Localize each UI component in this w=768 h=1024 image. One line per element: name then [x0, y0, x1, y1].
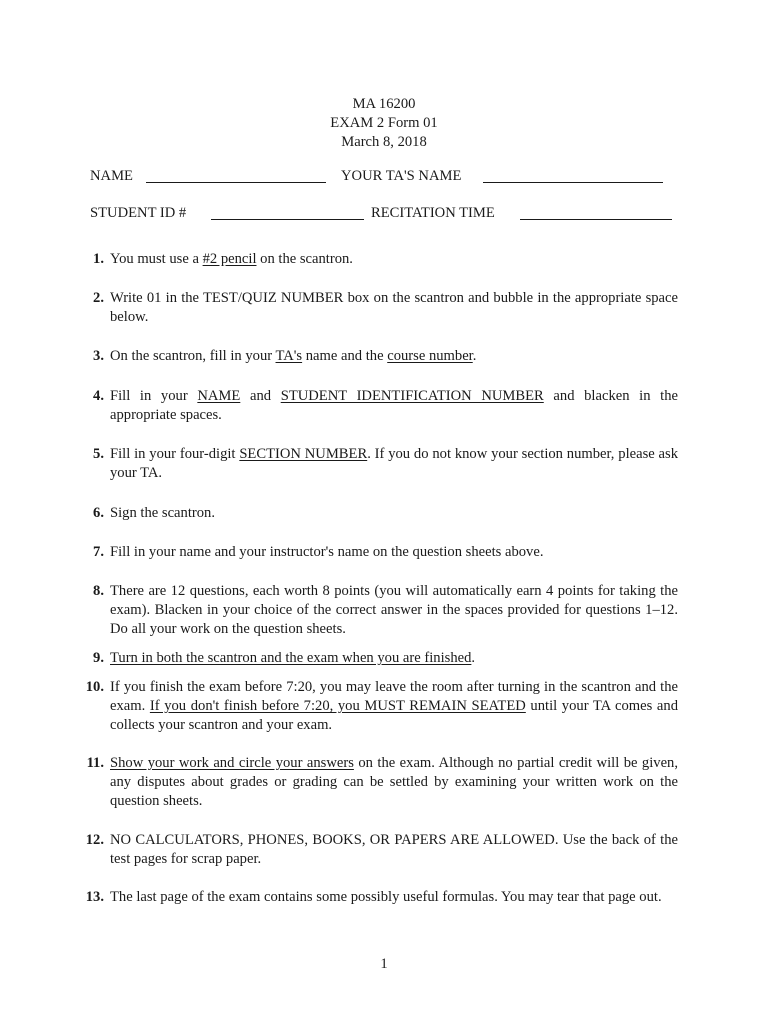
- instruction-segment: until your TA comes and collects your scantron and your exam.: [110, 698, 678, 734]
- recitation-time-blank[interactable]: [520, 219, 672, 220]
- instruction-number: 9.: [93, 650, 104, 666]
- instruction-segment: NO CALCULATORS, PHONES, BOOKS, OR PAPERS ARE ALLOWED. Use the back of the test pages for scrap paper.: [110, 832, 678, 868]
- instruction-text: [110, 831, 678, 869]
- instruction-number: 4.: [93, 388, 104, 404]
- instruction-emphasis: course number: [387, 348, 473, 364]
- instruction-number: 2.: [93, 290, 104, 306]
- instruction-segment: and: [240, 388, 281, 404]
- instruction-segment: . If you do not know your section number, please ask your TA.: [110, 446, 679, 482]
- instruction-segment: You must use a: [110, 251, 203, 267]
- ta-name-label: YOUR TA'S NAME: [341, 168, 462, 184]
- instruction-emphasis: STUDENT IDENTIFICATION NUMBER: [280, 388, 544, 404]
- instruction-number: 10.: [85, 679, 104, 695]
- instruction-number: 5.: [93, 446, 104, 462]
- page-number: 1: [380, 956, 388, 972]
- instruction-segment: On the scantron, fill in your: [110, 348, 276, 364]
- instruction-number: 12.: [85, 832, 104, 848]
- instruction-text: [110, 289, 678, 327]
- instruction-text: [110, 754, 678, 812]
- instruction-segment: .: [472, 348, 477, 364]
- instruction-number: 6.: [93, 505, 104, 521]
- instruction-number: 8.: [93, 583, 104, 599]
- instruction-number: 11.: [86, 755, 104, 771]
- instruction-text: [110, 504, 678, 523]
- instruction-segment: name and the: [302, 348, 388, 364]
- instruction-text: [110, 678, 678, 736]
- instruction-number: 3.: [93, 348, 104, 364]
- instruction-text: [110, 445, 678, 483]
- instruction-segment: Fill in your name and your instructor's name on the question sheets above.: [110, 544, 544, 560]
- name-blank[interactable]: [146, 182, 326, 183]
- instruction-emphasis: If you don't finish before 7:20, you MUST REMAIN SEATED: [149, 698, 526, 715]
- instruction-segment: There are 12 questions, each worth 8 points (you will automatically earn 4 points for taking the exam). Blacken in your choice of the correct answer in the spaces provided for questions 1–12. Do all your work on the question sheets.: [110, 583, 678, 638]
- instruction-number: 1.: [93, 251, 104, 267]
- instruction-text: [110, 888, 678, 907]
- exam-date: March 8, 2018: [341, 134, 427, 150]
- instruction-segment: Write 01 in the TEST/QUIZ NUMBER box on the scantron and bubble in the appropriate space below.: [110, 290, 678, 326]
- instruction-segment: on the exam. Although no partial credit will be given, any disputes about grades or grading can be settled by examining your written work on the question sheets.: [110, 755, 678, 810]
- instruction-segment: .: [471, 650, 476, 666]
- exam-title: EXAM 2 Form 01: [330, 115, 438, 131]
- instruction-segment: on the scantron.: [256, 251, 353, 267]
- instruction-emphasis: #2 pencil: [202, 251, 257, 267]
- student-id-blank[interactable]: [211, 219, 364, 220]
- instruction-text: [110, 582, 678, 640]
- instruction-text: [110, 649, 678, 668]
- instruction-emphasis: SECTION NUMBER: [239, 446, 368, 462]
- instruction-number: 13.: [85, 889, 104, 905]
- instruction-emphasis: Turn in both the scantron and the exam when you are finished: [110, 650, 472, 666]
- course-code: MA 16200: [352, 96, 416, 112]
- ta-name-blank[interactable]: [483, 182, 663, 183]
- instruction-text: [110, 387, 678, 425]
- instruction-segment: The last page of the exam contains some possibly useful formulas. You may tear that page out.: [110, 889, 662, 905]
- instruction-segment: Fill in your: [110, 388, 198, 404]
- instruction-segment: Sign the scantron.: [110, 505, 215, 521]
- instruction-emphasis: NAME: [197, 388, 241, 404]
- instruction-emphasis: TA's: [275, 348, 303, 364]
- instruction-segment: If you finish the exam before 7:20, you may leave the room after turning in the scantron and the exam.: [110, 679, 678, 715]
- instruction-segment: Fill in your four-digit: [110, 446, 240, 462]
- instruction-emphasis: Show your work and circle your answers: [110, 755, 354, 771]
- recitation-time-label: RECITATION TIME: [371, 205, 495, 221]
- instruction-text: [110, 347, 678, 366]
- instruction-number: 7.: [93, 544, 104, 560]
- instruction-segment: and blacken in the appropriate spaces.: [110, 388, 678, 424]
- name-label: NAME: [90, 168, 133, 184]
- instruction-text: [110, 250, 678, 269]
- student-id-label: STUDENT ID #: [90, 205, 187, 221]
- instruction-text: [110, 543, 678, 562]
